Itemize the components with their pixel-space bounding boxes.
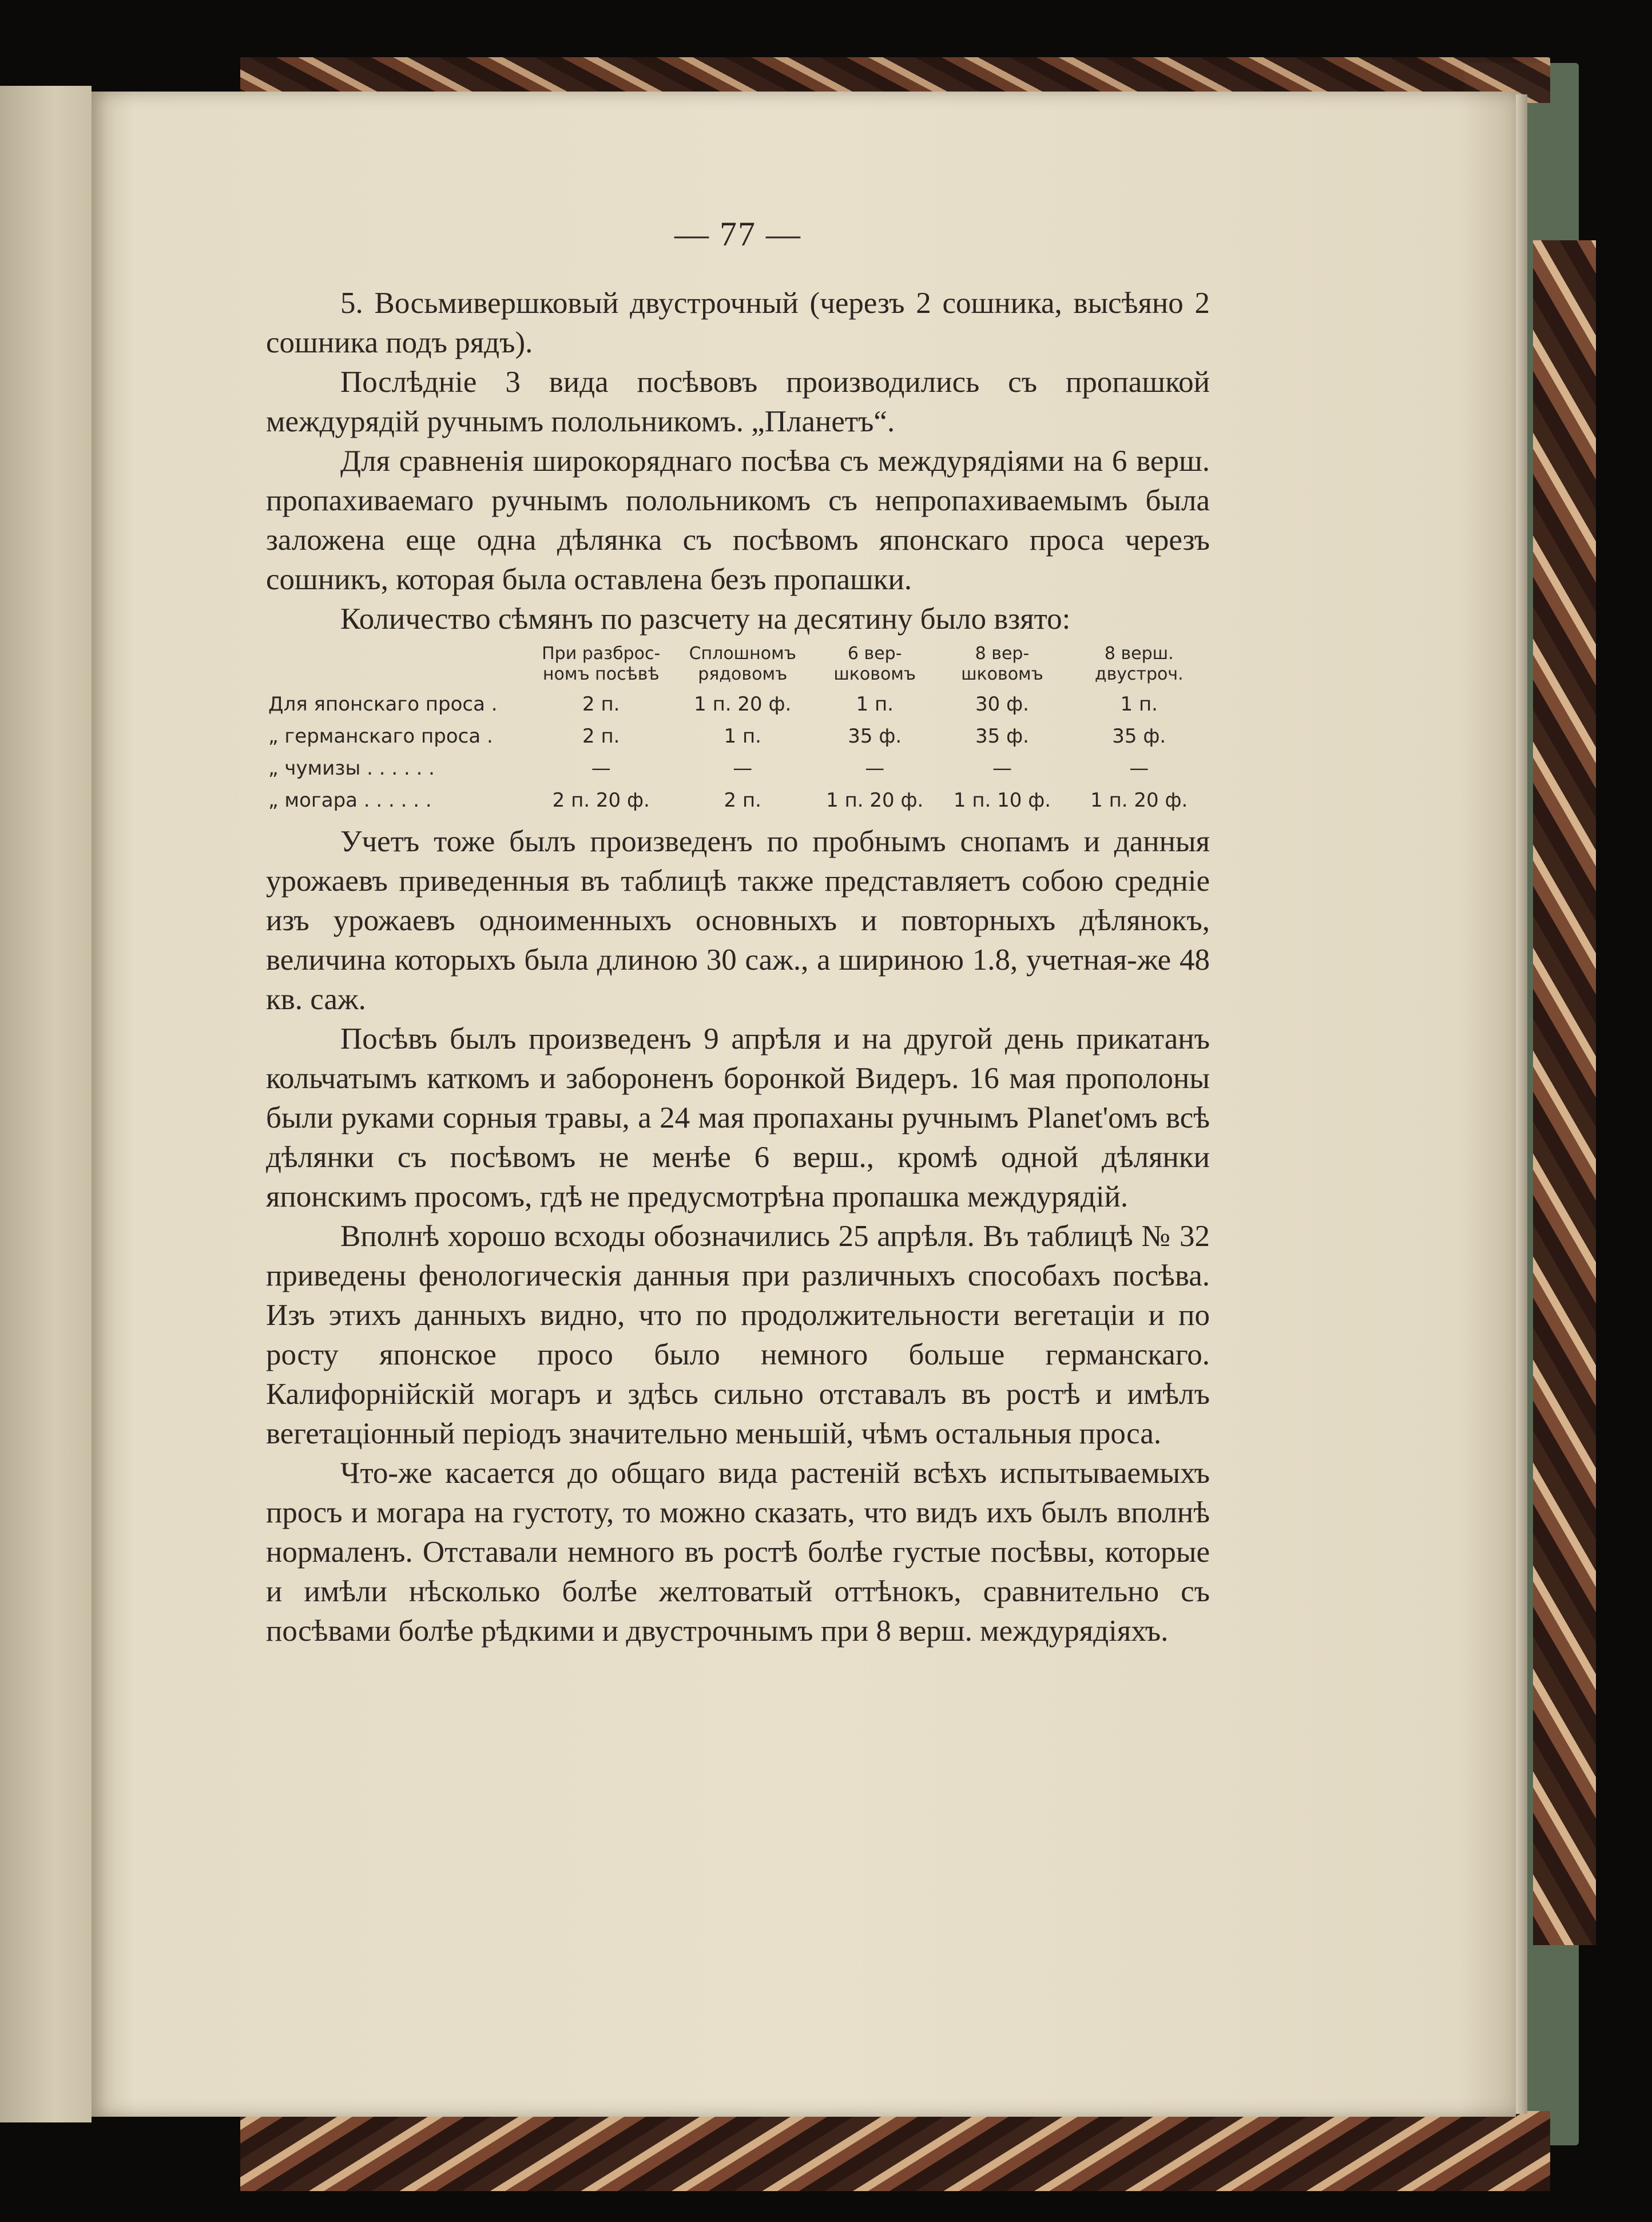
paragraph-seed-amount: Количество сѣмянъ по разсчету на десятину было взято: <box>340 602 1071 636</box>
paragraph-seedlings: Вполнѣ хорошо всходы обозначились 25 апрѣля. Въ таблицѣ № 32 приведены фенологическiя данныя при различныхъ способахъ посѣва. Изъ этихъ данныхъ видно, что по продолжительности вегетацiи и по росту японское просо было немного больше германскаго. Калифорнiйскiй могаръ и здѣсь сильно отставалъ въ ростѣ и имѣлъ вегетацiонный перiодъ значительно меньшiй, чѣмъ остальныя проса. <box>266 1220 1210 1450</box>
paragraph-accounting: Учетъ тоже былъ произведенъ по пробнымъ снопамъ и данныя урожаевъ приведенныя въ таблицѣ также представляетъ собою среднiе изъ урожаевъ одноименныхъ основныхъ и повторныхъ дѣлянокъ, величина которыхъ была длиною 30 саж., а шириною 1.8, учетная-же 48 кв. саж. <box>266 825 1210 1016</box>
seed-table-header: 8 вер- шковомъ <box>961 644 1043 684</box>
paragraph-general-view: Что-же касается до общаго вида растенiй всѣхъ испытываемыхъ просъ и могара на густоту, то можно сказать, что видъ ихъ былъ вполнѣ нормаленъ. Отставали немного въ ростѣ болѣе густые посѣвы, которые и имѣли нѣсколько болѣе желтоватый оттѣнокъ, сравнительно съ посѣвами болѣе рѣдкими и двустрочнымъ при 8 верш. междурядiяхъ. <box>266 1457 1210 1648</box>
table-cell: 2 п. 20 ф. <box>552 789 650 812</box>
table-row <box>266 688 1210 720</box>
table-cell: 2 п. <box>724 789 761 812</box>
table-cell: 1 п. <box>856 693 893 716</box>
table-cell: 1 п. 20 ф. <box>1090 789 1188 812</box>
table-cell: 1 п. <box>724 725 761 748</box>
seed-table-header <box>266 644 530 688</box>
table-cell: 35 ф. <box>1112 725 1166 748</box>
table-cell: — <box>591 757 611 780</box>
table-cell: 30 ф. <box>975 693 1029 716</box>
table-cell: 35 ф. <box>848 725 902 748</box>
left-page-edge <box>0 86 92 2122</box>
table-cell: 2 п. <box>582 725 620 748</box>
table-cell: 35 ф. <box>975 725 1029 748</box>
table-cell: — <box>865 757 885 780</box>
table-cell-crop: „ германскаго проса . <box>268 725 493 748</box>
paragraph-comparison: Для сравненiя широкоряднаго посѣва съ междурядiями на 6 верш. пропахиваемаго ручнымъ полольникомъ съ непропахиваемымъ была заложена еще одна дѣлянка съ посѣвомъ японскаго проса черезъ сошникъ, которая была оставлена безъ пропашки. <box>266 445 1210 596</box>
table-cell: — <box>992 757 1012 780</box>
table-cell: 1 п. 20 ф. <box>826 789 924 812</box>
table-cell: — <box>733 757 753 780</box>
marbled-edge-bottom <box>240 2111 1550 2191</box>
seed-table-header: 6 вер- шковомъ <box>833 644 916 684</box>
paragraph-sowing-date: Посѣвъ былъ произведенъ 9 апрѣля и на другой день прикатанъ кольчатымъ каткомъ и забороненъ боронкой Видеръ. 16 мая прополоны были руками сорныя травы, а 24 мая пропаханы ручнымъ Planet'омъ всѣ дѣлянки съ посѣвомъ не менѣе 6 верш., кромѣ одной дѣлянки японскимъ просомъ, гдѣ не предусмотрѣна пропашка междурядiй. <box>266 1022 1210 1213</box>
table-row <box>266 720 1210 752</box>
marbled-edge-right <box>1533 240 1596 1945</box>
seed-table-header: Сплошномъ рядовомъ <box>689 644 796 684</box>
seed-table-header-row <box>266 644 1210 688</box>
table-cell-crop: „ могара . . . . . . <box>268 789 432 812</box>
paragraph-last-three: Послѣднiе 3 вида посѣвовъ производились съ пропашкой междурядiй ручнымъ полольникомъ. „Планетъ“. <box>266 366 1210 438</box>
table-cell: 1 п. <box>1120 693 1158 716</box>
seed-table-wrap <box>266 644 1210 816</box>
seed-table-header: 8 верш. двустроч. <box>1094 644 1184 684</box>
table-cell: 1 п. 10 ф. <box>953 789 1051 812</box>
table-cell-crop: Для японскаго проса . <box>268 693 498 716</box>
page-number: — 77 — <box>674 215 801 253</box>
table-cell: 1 п. 20 ф. <box>694 693 792 716</box>
table-row <box>266 784 1210 816</box>
paragraph-item-5: 5. Восьмивершковый двустрочный (черезъ 2 сошника, высѣяно 2 сошника подъ рядъ). <box>266 287 1210 359</box>
seed-table-header: При разброс- номъ посѣвѣ <box>542 644 661 684</box>
table-cell: — <box>1129 757 1149 780</box>
table-cell: 2 п. <box>582 693 620 716</box>
page-edge-shadow <box>1516 94 1527 2114</box>
table-row <box>266 752 1210 784</box>
seed-table <box>266 644 1210 816</box>
table-cell-crop: „ чумизы . . . . . . <box>268 757 435 780</box>
page-content <box>266 215 1210 1651</box>
